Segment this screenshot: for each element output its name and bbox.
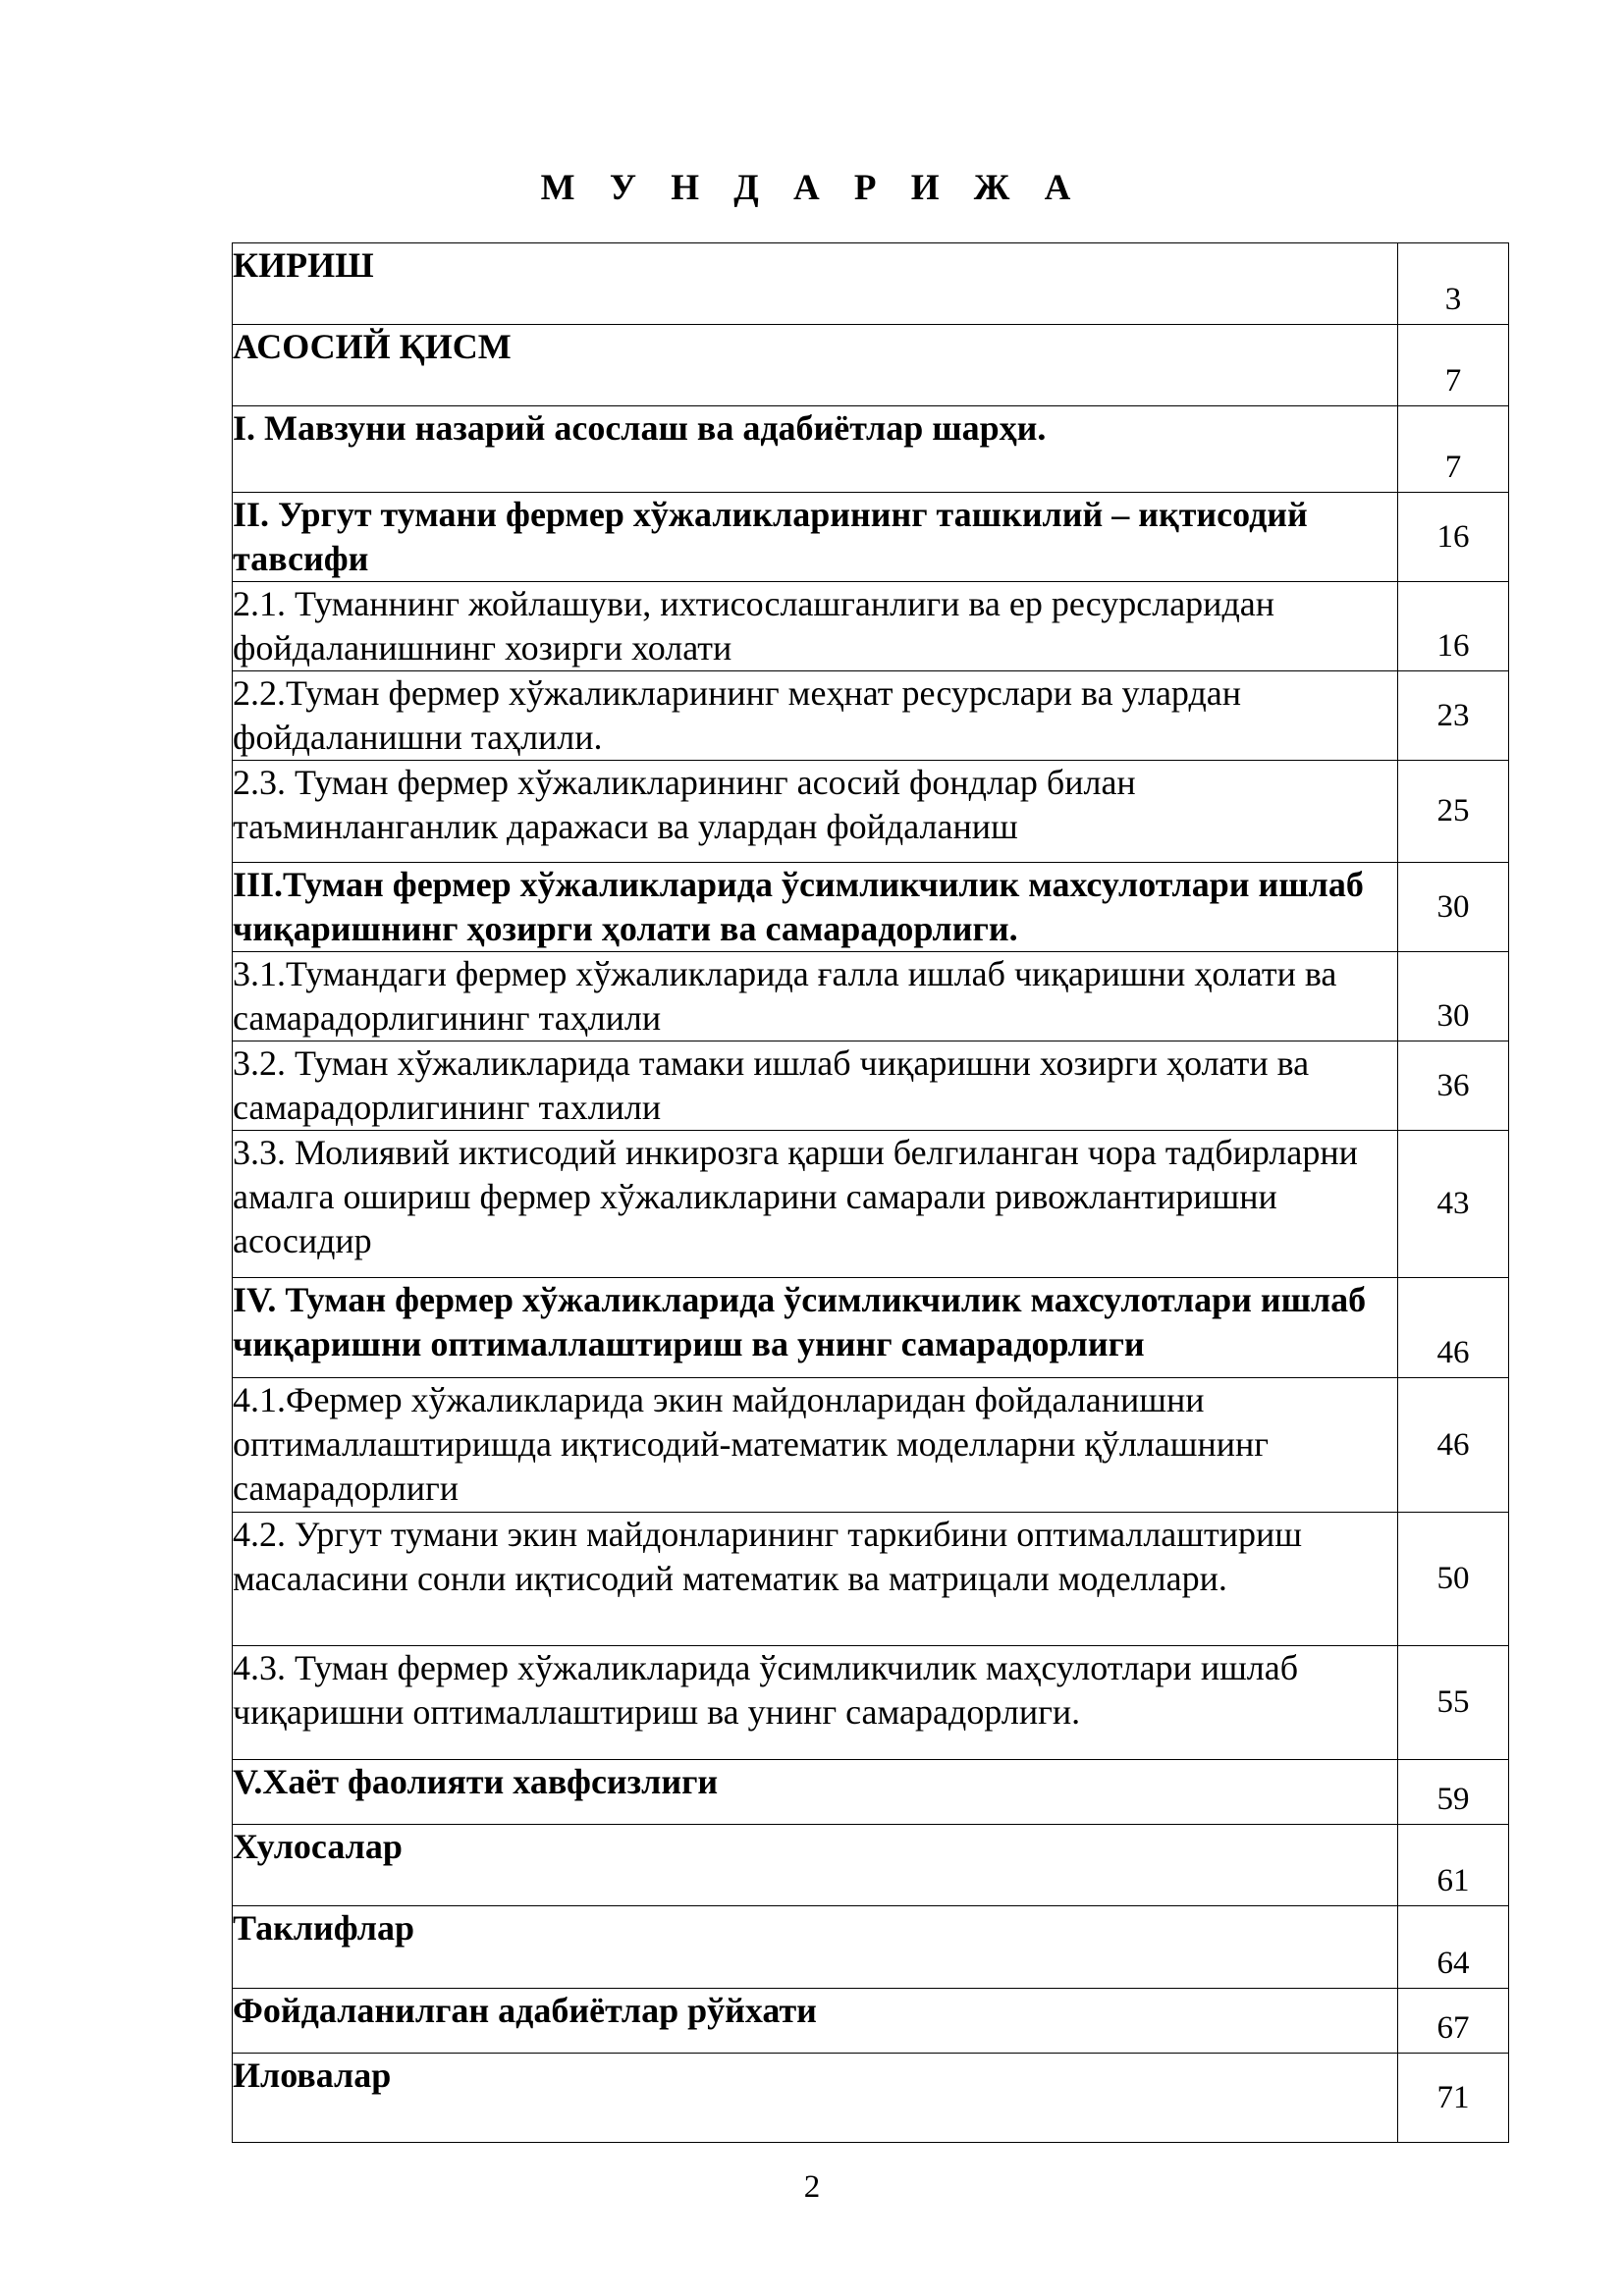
toc-entry-page: 61 — [1398, 1825, 1509, 1906]
toc-entry-page: 67 — [1398, 1989, 1509, 2054]
toc-row — [233, 1041, 1509, 1131]
toc-entry-page: 50 — [1398, 1513, 1509, 1646]
toc-entry-title: КИРИШ — [233, 243, 1398, 325]
toc-row — [233, 582, 1509, 671]
toc-entry-title: V.Хаёт фаолияти хавфсизлиги — [233, 1760, 1398, 1825]
toc-entry-page: 55 — [1398, 1646, 1509, 1760]
toc-entry-page: 64 — [1398, 1906, 1509, 1989]
toc-entry-page: 7 — [1398, 406, 1509, 493]
toc-row — [233, 325, 1509, 406]
toc-row — [233, 1131, 1509, 1278]
toc-entry-page: 71 — [1398, 2054, 1509, 2143]
toc-entry-page: 30 — [1398, 952, 1509, 1041]
toc-row — [233, 2054, 1509, 2143]
toc-row — [233, 1906, 1509, 1989]
toc-row — [233, 1825, 1509, 1906]
toc-entry-page: 25 — [1398, 761, 1509, 863]
toc-entry-page: 46 — [1398, 1378, 1509, 1513]
toc-row — [233, 493, 1509, 582]
toc-row — [233, 1646, 1509, 1760]
toc-entry-title: 2.3. Туман фермер хўжаликларининг асосий фондлар билан таъминланганлик даражаси ва улардан фойдаланиш — [233, 761, 1398, 863]
toc-entry-title: Иловалар — [233, 2054, 1398, 2143]
toc-entry-page: 30 — [1398, 863, 1509, 952]
toc-entry-title: III.Туман фермер хўжаликларида ўсимликчилик махсулотлари ишлаб чиқаришнинг ҳозирги ҳолати ва самарадорлиги. — [233, 863, 1398, 952]
toc-entry-title: 4.2. Ургут тумани экин майдонларининг таркибини оптималлаштириш масаласини сонли иқтисодий математик ва матрицали моделлари. — [233, 1513, 1398, 1646]
toc-entry-page: 16 — [1398, 582, 1509, 671]
toc-row — [233, 952, 1509, 1041]
page-number: 2 — [803, 2169, 821, 2205]
toc-entry-title: АСОСИЙ ҚИСМ — [233, 325, 1398, 406]
toc-entry-title: I. Мавзуни назарий асослаш ва адабиётлар шарҳи. — [233, 406, 1398, 493]
toc-row — [233, 761, 1509, 863]
table-of-contents — [232, 242, 1509, 2143]
toc-entry-title: Фойдаланилган адабиётлар рўйхати — [233, 1989, 1398, 2054]
toc-entry-title: 3.2. Туман хўжаликларида тамаки ишлаб чиқаришни хозирги ҳолати ва самарадорлигининг тахлили — [233, 1041, 1398, 1131]
toc-entry-page: 3 — [1398, 243, 1509, 325]
toc-entry-title: Хулосалар — [233, 1825, 1398, 1906]
toc-entry-page: 59 — [1398, 1760, 1509, 1825]
toc-row — [233, 1378, 1509, 1513]
toc-row — [233, 1760, 1509, 1825]
toc-entry-title: 3.1.Тумандаги фермер хўжаликларида ғалла ишлаб чиқаришни ҳолати ва самарадорлигининг таҳлили — [233, 952, 1398, 1041]
toc-row — [233, 1989, 1509, 2054]
toc-row — [233, 1513, 1509, 1646]
toc-entry-title: 4.1.Фермер хўжаликларида экин майдонларидан фойдаланишни оптималлаштиришда иқтисодий-математик моделларни қўллашнинг самарадорлиги — [233, 1378, 1398, 1513]
toc-row — [233, 671, 1509, 761]
toc-entry-title: 2.1. Туманнинг жойлашуви, ихтисослашганлиги ва ер ресурсларидан фойдаланишнинг хозирги холати — [233, 582, 1398, 671]
toc-entry-page: 23 — [1398, 671, 1509, 761]
toc-entry-title: 3.3. Молиявий иктисодий инкирозга қарши белгиланган чора тадбирларни амалга ошириш фермер хўжаликларини самарали ривожлантиришни асосидир — [233, 1131, 1398, 1278]
toc-row — [233, 1278, 1509, 1378]
toc-entry-title: 4.3. Туман фермер хўжаликларида ўсимликчилик маҳсулотлари ишлаб чиқаришни оптималлаштириш ва унинг самарадорлиги. — [233, 1646, 1398, 1760]
toc-entry-title: IV. Туман фермер хўжаликларида ўсимликчилик махсулотлари ишлаб чиқаришни оптималлаштириш ва унинг самарадорлиги — [233, 1278, 1398, 1378]
toc-row — [233, 406, 1509, 493]
toc-entry-page: 7 — [1398, 325, 1509, 406]
toc-entry-title: Таклифлар — [233, 1906, 1398, 1989]
toc-entry-page: 16 — [1398, 493, 1509, 582]
toc-entry-page: 46 — [1398, 1278, 1509, 1378]
toc-row — [233, 863, 1509, 952]
toc-row — [233, 243, 1509, 325]
page-title: М У Н Д А Р И Ж А — [540, 168, 1084, 208]
toc-entry-page: 36 — [1398, 1041, 1509, 1131]
toc-entry-title: II. Ургут тумани фермер хўжаликларининг ташкилий – иқтисодий тавсифи — [233, 493, 1398, 582]
toc-entry-page: 43 — [1398, 1131, 1509, 1278]
toc-entry-title: 2.2.Туман фермер хўжаликларининг меҳнат ресурслари ва улардан фойдаланишни таҳлили. — [233, 671, 1398, 761]
